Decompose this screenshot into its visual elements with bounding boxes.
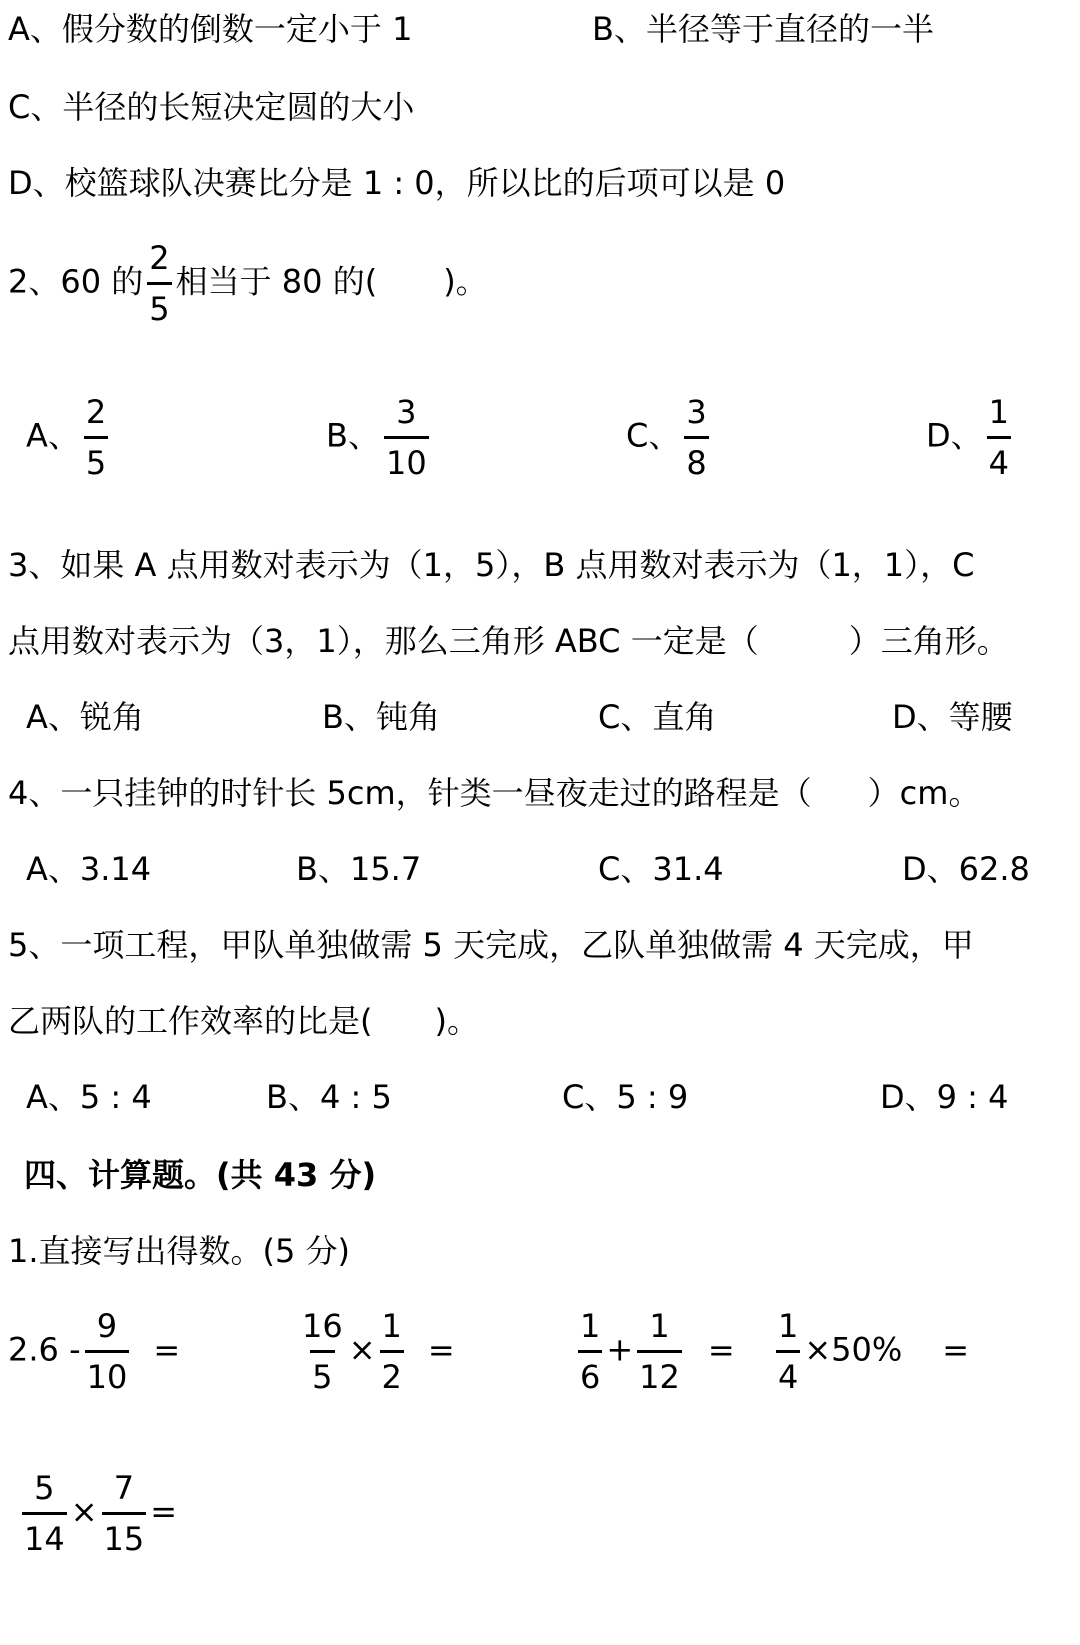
q2-frac-den: 5	[147, 282, 171, 325]
q4-option-b: B、15.7	[296, 850, 422, 888]
q4-option-c: C、31.4	[598, 850, 724, 888]
calc-expr-3: $\frac{1}{6}$ + $\frac{1}{12}$ =	[580, 1307, 735, 1396]
q2-option-c: C、 $\frac{3}{8}$	[626, 393, 707, 482]
q2-stem	[8, 239, 488, 328]
subsection-heading: 1.直接写出得数。(5 分)	[8, 1232, 351, 1270]
q5-line1: 5、一项工程，甲队单独做需 5 天完成，乙队单独做需 4 天完成，甲	[8, 926, 974, 964]
q1-option-a: A、假分数的倒数一定小于 1	[8, 10, 413, 48]
q2-option-d: D、 $\frac{1}{4}$	[926, 393, 1010, 482]
q5-option-b: B、4 : 5	[266, 1078, 392, 1116]
q3-line2: 点用数对表示为（3，1），那么三角形 ABC 一定是（ ）三角形。	[8, 622, 1009, 660]
q2-fraction	[147, 239, 171, 328]
q2-frac-num: 2	[149, 239, 170, 277]
q4-option-d: D、62.8	[902, 850, 1030, 888]
calc-expr-2: $\frac{16}{5}$ × $\frac{1}{2}$ =	[302, 1307, 455, 1396]
q3-option-d: D、等腰	[892, 698, 1013, 736]
q5-option-c: C、5 : 9	[562, 1078, 689, 1116]
q2-suffix-a: 相当于 80 的(	[175, 262, 378, 301]
q3-option-a: A、锐角	[26, 698, 144, 736]
calc-expr-4: $\frac{1}{4}$ ×50% =	[778, 1307, 970, 1396]
q5-option-a: A、5 : 4	[26, 1078, 152, 1116]
q3-option-c: C、直角	[598, 698, 717, 736]
q4-stem: 4、一只挂钟的时针长 5cm，针类一昼夜走过的路程是（ ）cm。	[8, 774, 981, 812]
q2-suffix-b: )。	[443, 262, 488, 301]
q3-option-b: B、钝角	[322, 698, 440, 736]
q2-option-a: A、 $\frac{2}{5}$	[26, 393, 107, 482]
q2-option-b: B、 $\frac{3}{10}$	[326, 393, 427, 482]
q1-option-d: D、校篮球队决赛比分是 1 : 0，所以比的后项可以是 0	[8, 164, 786, 202]
q5-line2: 乙两队的工作效率的比是( )。	[8, 1002, 479, 1040]
section-heading: 四、计算题。(共 43 分)	[24, 1156, 377, 1194]
q5-option-d: D、9 : 4	[880, 1078, 1009, 1116]
q3-line1: 3、如果 A 点用数对表示为（1，5），B 点用数对表示为（1，1），C	[8, 546, 975, 584]
q1-option-c: C、半径的长短决定圆的大小	[8, 88, 415, 126]
q4-option-a: A、3.14	[26, 850, 152, 888]
q2-prefix: 2、60 的	[8, 262, 144, 301]
calc-expr-5: $\frac{5}{14}$ × $\frac{7}{15}$ =	[24, 1469, 178, 1558]
q1-option-b: B、半径等于直径的一半	[592, 10, 934, 48]
calc-expr-1: 2.6 - $\frac{9}{10}$ =	[8, 1307, 181, 1396]
